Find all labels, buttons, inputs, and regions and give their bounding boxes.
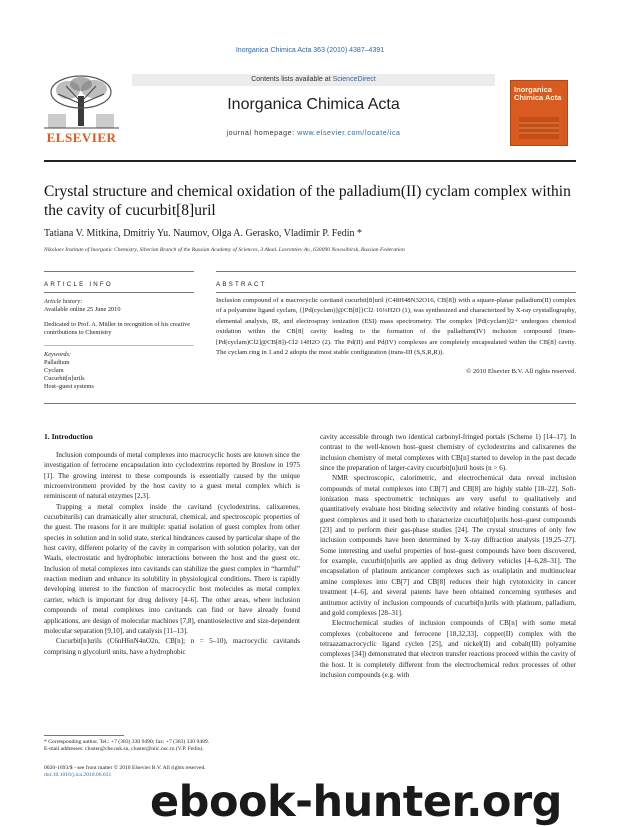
keyword: Cucurbit[n]urils [44, 375, 85, 382]
dedication: Dedicated to Prof. A. Müller in recognition of his creative contributions to Chemistry [44, 321, 191, 336]
section-heading-introduction: 1. Introduction [44, 432, 93, 441]
body-paragraph: cavity accessible through two identical carbonyl-fringed portals (Scheme 1) [14–17]. In contrast to the well-known host–guest chemistry of cyclodextrins and calixarenes the inclusion chemistry of metal complexes with CB[n] started to develop in the past decade since the preparation of larger-cavity cucurbit[n]uril hosts (n > 6). [320, 433, 576, 473]
body-paragraph: Inclusion compounds of metal complexes into macrocyclic hosts are known since the investigation of ferrocene encapsulation into cyclodextrins reported by Breslow in 1975 [1]. The growing interest to these compounds is essentially caused by the unique microenvironment provided by the host cavity to a guest metal complex which is reminiscent of natural enzymes [2,3]. [44, 451, 300, 501]
contents-prefix: Contents lists available at [251, 76, 333, 83]
abstract-heading: ABSTRACT [216, 281, 267, 288]
body-paragraph: NMR spectroscopic, calorimetric, and electrochemical data reveal inclusion compounds of metal complexes into CB[7] and CB[8] are highly stable [18–22]. Soft-ionization mass spectrometric techniques are very useful to qualitatively and quantitatively evaluate host binding selectivity and relative binding constants of host–guest complexes and it used both to characterize cucurbit[n]urils host–guest compounds [23] and to perform their gas-phase studies [24]. The crystal structures of only few inclusion compounds have been determined by X-ray diffraction analysis [19,25–27]. Some interesting and useful properties of host–guest compounds have been discovered, for example, cucurbit[n]urils are applied as drug delivery vehicles [4–6,28–31]. The encapsulation of platinum anticancer complexes such as oxaliplatin and multinuclear amine complexes into CB[7] and CB[8] reduces their high cytotoxicity in cancer treatment [4–6], and several patents have been obtained concerning syntheses and antitumor activity of inclusion compounds of cucurbit[n]urils with platinum, palladium, and gold complexes [28–31]. [320, 474, 576, 617]
abstract-head-rule [216, 292, 576, 293]
tree-icon [44, 74, 119, 132]
cover-title: Inorganica Chimica Acta [514, 85, 562, 102]
journal-name: Inorganica Chimica Acta [227, 96, 400, 113]
history-value: Available online 25 June 2010 [44, 306, 121, 313]
cover-art-icon [511, 81, 567, 145]
corresponding-author-footnote [44, 739, 300, 754]
journal-masthead [44, 74, 576, 154]
keyword: Cyclam [44, 367, 64, 374]
author-affiliation: Nikolaev Institute of Inorganic Chemistry, Siberian Branch of the Russian Academy of Sciences, 3 Akad. Lavrentiev Av., 630090 Novosibirsk, Russian Federation [44, 247, 405, 253]
masthead-divider [44, 160, 576, 162]
body-column-left [44, 450, 300, 657]
info-top-rule [44, 271, 194, 272]
homepage-prefix: journal homepage: [226, 130, 298, 137]
article-title: Crystal structure and chemical oxidation of the palladium(II) cyclam complex within the cavity of cucurbit[8]uril [44, 183, 571, 219]
abstract-bottom-rule [44, 403, 576, 404]
journal-title-box [132, 74, 495, 146]
keywords-label: Keywords: [44, 351, 72, 358]
footnote-contact: * Corresponding author. Tel.: +7 (383) 330 9490; fax: +7 (383) 330 9489. [44, 739, 210, 745]
footnote-rule [44, 735, 124, 736]
info-head-rule [44, 292, 194, 293]
body-paragraph: Cucurbit[n]urils (C6nH6nN4nO2n, CB[n]; n = 5–10), macrocyclic cavitands comprising n glycoluril units, have a hydrophobic [44, 637, 300, 656]
body-column-right [320, 432, 576, 680]
article-authors: Tatiana V. Mitkina, Dmitriy Yu. Naumov, Olga A. Gerasko, Vladimir P. Fedin * [44, 228, 362, 239]
keyword: Host–guest systems [44, 383, 94, 390]
elsevier-logo [44, 74, 119, 146]
journal-citation[interactable]: Inorganica Chimica Acta 363 (2010) 4387–4391 [235, 47, 385, 54]
journal-cover-thumbnail [510, 80, 568, 146]
keywords-list [44, 359, 194, 391]
issn-line: 0020-1693/$ - see front matter © 2010 Elsevier B.V. All rights reserved. [44, 765, 206, 771]
body-paragraph: Trapping a metal complex inside the cavitand (cyclodextrins, calixarenes, cucurbiturils) can dramatically alter structural, chemical, and spectroscopic properties of the guest. The reasons for it are multiple: spatial isolation of guest complex from other species in solution and in solid state, sterical hindrances caused by particular shape of the host cavity, different polarity of the cavity in comparison with solution polarity, van der Waals, electrostatic and hydrophobic interactions between the host and the guest etc. Inclusion of metal complexes into cavitands can stabilize the guest complex in “harmful” reaction medium and enhance its solubility in physiological conditions. There is rapidly developing interest to the function of macrocyclic host molecules as metal complex carrier, which is important for drug delivery [4–6]. The other areas, where inclusion compounds of metal complexes into cavitands can find or have already found applications, are design of molecular machines [7,8], enantioselective and size-dependent molecular separation [9,10], and catalysis [11–13]. [44, 502, 300, 635]
doi-link[interactable]: doi:10.1016/j.ica.2010.06.031 [44, 772, 112, 779]
abstract-text: Inclusion compound of a macrocyclic cavitand cucurbit[8]uril (C48H48N32O16, CB[8]) with a square-planar palladium(II) complex of a polyamine ligand cyclam, {[Pd(cyclam)]@CB[8]}Cl2·16⅓H2O (1), was synthesized and characterized by X-ray crystallography, elemental analysis, IR, and electrospray ionization (ESI) mass spectrometry. The complex [Pd(cyclam)]2+ undergoes chemical oxidation within the CB[8] cavity leading to the formation of the palladium(IV) inclusion compound (trans-[Pd(cyclam)Cl2]@CB[8])-Cl2·14H2O (2). The Pd(II) and Pd(IV) complexes are completely encapsulated within the CB[8] cavity. The cyclam ring in 1 and 2 adopts the most stable configuration (trans-III (S,S,R,R)). [216, 297, 576, 357]
body-paragraph: Electrochemical studies of inclusion compounds of CB[n] with some metal complexes (cobaltocene and ferrocene [18,32,33], copper(II) complex with the tetraazamacrocyclic ligand cyclen [25], and nickel(II) and cobalt(III) polyamine complexes [34]) demonstrated that electron transfer reactions proceed within the cavity of the host. It is completely different from the electrochemical redox processes of other inclusion compounds (e.g. with [320, 619, 576, 679]
abstract-copyright: © 2010 Elsevier B.V. All rights reserved. [466, 368, 576, 375]
contents-bar [132, 74, 495, 86]
history-label: Article history: [44, 298, 83, 305]
elsevier-wordmark: ELSEVIER [46, 130, 117, 145]
sciencedirect-link[interactable]: ScienceDirect [332, 76, 376, 83]
homepage-link[interactable]: www.elsevier.com/locate/ica [297, 130, 401, 137]
watermark-text: ebook-hunter.org [150, 777, 562, 827]
article-info-heading: ARTICLE INFO [44, 281, 113, 288]
info-mid-rule [44, 345, 194, 346]
journal-homepage [132, 130, 495, 137]
abstract-top-rule [216, 271, 576, 272]
keyword: Palladium [44, 359, 70, 366]
footnote-email[interactable]: E-mail addresses: cluster@che.nsk.su, cluster@niic.nsc.ru (V.P. Fedin). [44, 746, 204, 753]
